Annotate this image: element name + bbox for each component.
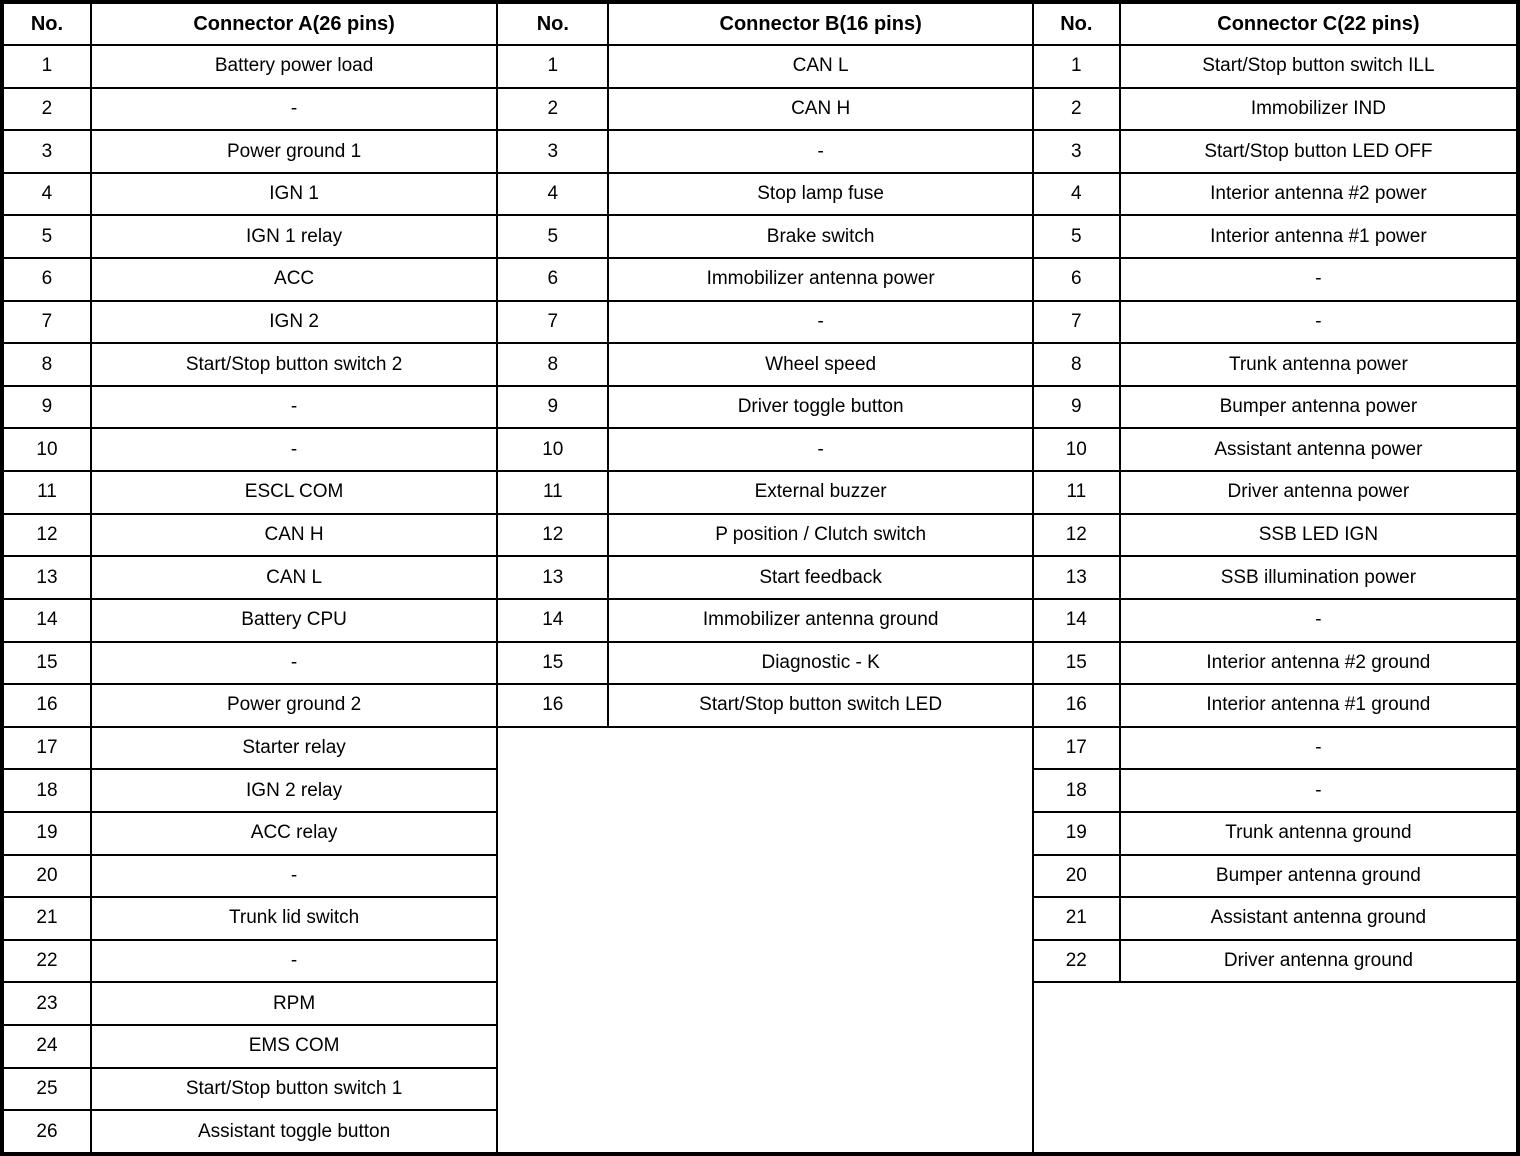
table-row [2, 514, 1518, 557]
connector-c-pin-desc: Assistant antenna ground [1120, 897, 1518, 940]
connector-a-pin-desc: EMS COM [91, 1025, 497, 1068]
connector-a-pin-number: 18 [2, 769, 91, 812]
connector-a-pin-desc: Trunk lid switch [91, 897, 497, 940]
connector-a-pin-desc: Starter relay [91, 727, 497, 770]
connector-a-pin-number: 15 [2, 642, 91, 685]
header-row [2, 2, 1518, 45]
connector-a-pin-number: 10 [2, 428, 91, 471]
connector-b-pin-desc: CAN H [608, 88, 1032, 131]
connector-c-pin-desc: Start/Stop button LED OFF [1120, 130, 1518, 173]
connector-c-pin-desc: Driver antenna power [1120, 471, 1518, 514]
connector-c-pin-number: 14 [1033, 599, 1120, 642]
table-row [2, 258, 1518, 301]
connector-b-pin-number: 14 [497, 599, 608, 642]
connector-c-pin-number: 5 [1033, 215, 1120, 258]
connector-a-pin-number: 4 [2, 173, 91, 216]
connector-b-pin-number: 6 [497, 258, 608, 301]
connector-a-pin-number: 3 [2, 130, 91, 173]
connector-c-pin-number: 7 [1033, 301, 1120, 344]
table-row [2, 215, 1518, 258]
connector-b-pin-number: 3 [497, 130, 608, 173]
connector-c-pin-desc: SSB illumination power [1120, 556, 1518, 599]
connector-a-pin-number: 13 [2, 556, 91, 599]
connector-a-pin-number: 19 [2, 812, 91, 855]
connector-b-pin-desc: Diagnostic - K [608, 642, 1032, 685]
table-row [2, 386, 1518, 429]
table-row [2, 556, 1518, 599]
connector-b-pin-desc: Start/Stop button switch LED [608, 684, 1032, 727]
connector-a-pin-number: 14 [2, 599, 91, 642]
connector-b-pin-number: 15 [497, 642, 608, 685]
connector-b-pin-desc: Stop lamp fuse [608, 173, 1032, 216]
connector-a-pin-desc: RPM [91, 982, 497, 1025]
connector-a-pin-desc: Power ground 1 [91, 130, 497, 173]
connector-a-pin-number: 26 [2, 1110, 91, 1154]
connector-b-pin-number: 13 [497, 556, 608, 599]
connector-c-pin-desc: - [1120, 301, 1518, 344]
connector-b-pin-number: 11 [497, 471, 608, 514]
connector-b-pin-desc: Start feedback [608, 556, 1032, 599]
table-row [2, 45, 1518, 88]
connector-c-pin-desc: Start/Stop button switch ILL [1120, 45, 1518, 88]
connector-c-pin-desc: - [1120, 769, 1518, 812]
connector-b-title: Connector B(16 pins) [608, 2, 1032, 45]
table-row [2, 301, 1518, 344]
connector-c-pin-number: 11 [1033, 471, 1120, 514]
connector-b-pin-desc: CAN L [608, 45, 1032, 88]
connector-a-pin-number: 6 [2, 258, 91, 301]
connector-b-pin-desc: Wheel speed [608, 343, 1032, 386]
connector-a-pin-desc: CAN L [91, 556, 497, 599]
connector-a-pin-number: 1 [2, 45, 91, 88]
connector-b-pin-number: 5 [497, 215, 608, 258]
connector-c-pin-number: 21 [1033, 897, 1120, 940]
connector-b-pin-desc: External buzzer [608, 471, 1032, 514]
connector-b-pin-desc: P position / Clutch switch [608, 514, 1032, 557]
connector-a-pin-number: 9 [2, 386, 91, 429]
connector-a-title: Connector A(26 pins) [91, 2, 497, 45]
connector-c-pin-desc: - [1120, 599, 1518, 642]
connector-c-pin-number: 13 [1033, 556, 1120, 599]
connector-a-pin-number: 22 [2, 940, 91, 983]
connector-c-pin-desc: - [1120, 258, 1518, 301]
connector-c-pin-desc: Bumper antenna ground [1120, 855, 1518, 898]
connector-a-pin-desc: ACC [91, 258, 497, 301]
connector-c-pin-number: 2 [1033, 88, 1120, 131]
table-row [2, 642, 1518, 685]
connector-c-title: Connector C(22 pins) [1120, 2, 1518, 45]
connector-b-pin-number: 16 [497, 684, 608, 727]
connector-c-pin-number: 10 [1033, 428, 1120, 471]
connector-a-pin-number: 25 [2, 1068, 91, 1111]
connector-a-pin-desc: - [91, 642, 497, 685]
connector-b-pin-number: 12 [497, 514, 608, 557]
connector-c-no-header: No. [1033, 2, 1120, 45]
connector-c-pin-desc: Interior antenna #2 power [1120, 173, 1518, 216]
connector-b-pin-number: 7 [497, 301, 608, 344]
connector-b-pin-number: 4 [497, 173, 608, 216]
connector-c-pin-desc: Trunk antenna ground [1120, 812, 1518, 855]
connector-a-pin-number: 2 [2, 88, 91, 131]
connector-a-pin-desc: CAN H [91, 514, 497, 557]
connector-c-pin-desc: Bumper antenna power [1120, 386, 1518, 429]
connector-c-pin-number: 3 [1033, 130, 1120, 173]
connector-b-pin-desc: Immobilizer antenna ground [608, 599, 1032, 642]
connector-c-pin-number: 9 [1033, 386, 1120, 429]
connector-a-pin-desc: IGN 2 [91, 301, 497, 344]
connector-c-pin-number: 8 [1033, 343, 1120, 386]
connector-a-pin-desc: Battery CPU [91, 599, 497, 642]
connector-b-pin-number: 1 [497, 45, 608, 88]
connector-a-no-header: No. [2, 2, 91, 45]
connector-a-pin-number: 21 [2, 897, 91, 940]
connector-a-pin-desc: - [91, 88, 497, 131]
table-row [2, 471, 1518, 514]
connector-c-pin-desc: Driver antenna ground [1120, 940, 1518, 983]
connector-c-empty-area [1033, 982, 1518, 1154]
connector-a-pin-desc: - [91, 940, 497, 983]
table-row [2, 727, 1518, 770]
connector-c-pin-number: 1 [1033, 45, 1120, 88]
connector-a-pin-number: 24 [2, 1025, 91, 1068]
connector-a-pin-desc: Power ground 2 [91, 684, 497, 727]
connector-b-pin-desc: Brake switch [608, 215, 1032, 258]
connector-a-pin-number: 23 [2, 982, 91, 1025]
connector-b-pin-desc: - [608, 130, 1032, 173]
connector-c-pin-number: 18 [1033, 769, 1120, 812]
connector-a-pin-desc: - [91, 855, 497, 898]
connector-b-pin-desc: - [608, 428, 1032, 471]
connector-a-pin-number: 12 [2, 514, 91, 557]
connector-c-pin-desc: Interior antenna #1 ground [1120, 684, 1518, 727]
connector-a-pin-desc: - [91, 386, 497, 429]
connector-b-pin-desc: - [608, 301, 1032, 344]
connector-a-pin-desc: Battery power load [91, 45, 497, 88]
connector-a-pin-desc: Start/Stop button switch 2 [91, 343, 497, 386]
connector-a-pin-desc: Assistant toggle button [91, 1110, 497, 1154]
connector-c-pin-desc: Interior antenna #2 ground [1120, 642, 1518, 685]
connector-a-pin-desc: ACC relay [91, 812, 497, 855]
connector-a-pin-number: 16 [2, 684, 91, 727]
connector-a-pin-desc: Start/Stop button switch 1 [91, 1068, 497, 1111]
connector-a-pin-number: 8 [2, 343, 91, 386]
connector-c-pin-desc: Interior antenna #1 power [1120, 215, 1518, 258]
connector-b-pin-number: 2 [497, 88, 608, 131]
connector-c-pin-desc: - [1120, 727, 1518, 770]
table-row [2, 88, 1518, 131]
table-row [2, 684, 1518, 727]
connector-a-pin-number: 11 [2, 471, 91, 514]
connector-c-pin-number: 17 [1033, 727, 1120, 770]
connector-b-pin-number: 8 [497, 343, 608, 386]
connector-a-pin-desc: IGN 1 [91, 173, 497, 216]
connector-c-pin-number: 4 [1033, 173, 1120, 216]
connector-c-pin-desc: SSB LED IGN [1120, 514, 1518, 557]
connector-c-pin-number: 12 [1033, 514, 1120, 557]
connector-b-empty-area [497, 727, 1033, 1154]
connector-c-pin-number: 20 [1033, 855, 1120, 898]
connector-c-pin-number: 16 [1033, 684, 1120, 727]
connector-c-pin-number: 15 [1033, 642, 1120, 685]
connector-a-pin-number: 5 [2, 215, 91, 258]
connector-b-pin-desc: Driver toggle button [608, 386, 1032, 429]
connector-c-pin-number: 19 [1033, 812, 1120, 855]
table-row [2, 428, 1518, 471]
connector-a-pin-number: 17 [2, 727, 91, 770]
connector-c-pin-desc: Assistant antenna power [1120, 428, 1518, 471]
connector-b-no-header: No. [497, 2, 608, 45]
connector-c-pin-desc: Trunk antenna power [1120, 343, 1518, 386]
table-row [2, 130, 1518, 173]
connector-b-pin-number: 10 [497, 428, 608, 471]
table-row [2, 599, 1518, 642]
connector-b-pin-number: 9 [497, 386, 608, 429]
connector-a-pin-desc: ESCL COM [91, 471, 497, 514]
connector-c-pin-number: 22 [1033, 940, 1120, 983]
table-row [2, 173, 1518, 216]
connector-a-pin-number: 20 [2, 855, 91, 898]
connector-a-pin-number: 7 [2, 301, 91, 344]
connector-b-pin-desc: Immobilizer antenna power [608, 258, 1032, 301]
table-row [2, 343, 1518, 386]
connector-c-pin-desc: Immobilizer IND [1120, 88, 1518, 131]
connector-a-pin-desc: IGN 2 relay [91, 769, 497, 812]
connector-c-pin-number: 6 [1033, 258, 1120, 301]
connector-a-pin-desc: - [91, 428, 497, 471]
connector-a-pin-desc: IGN 1 relay [91, 215, 497, 258]
